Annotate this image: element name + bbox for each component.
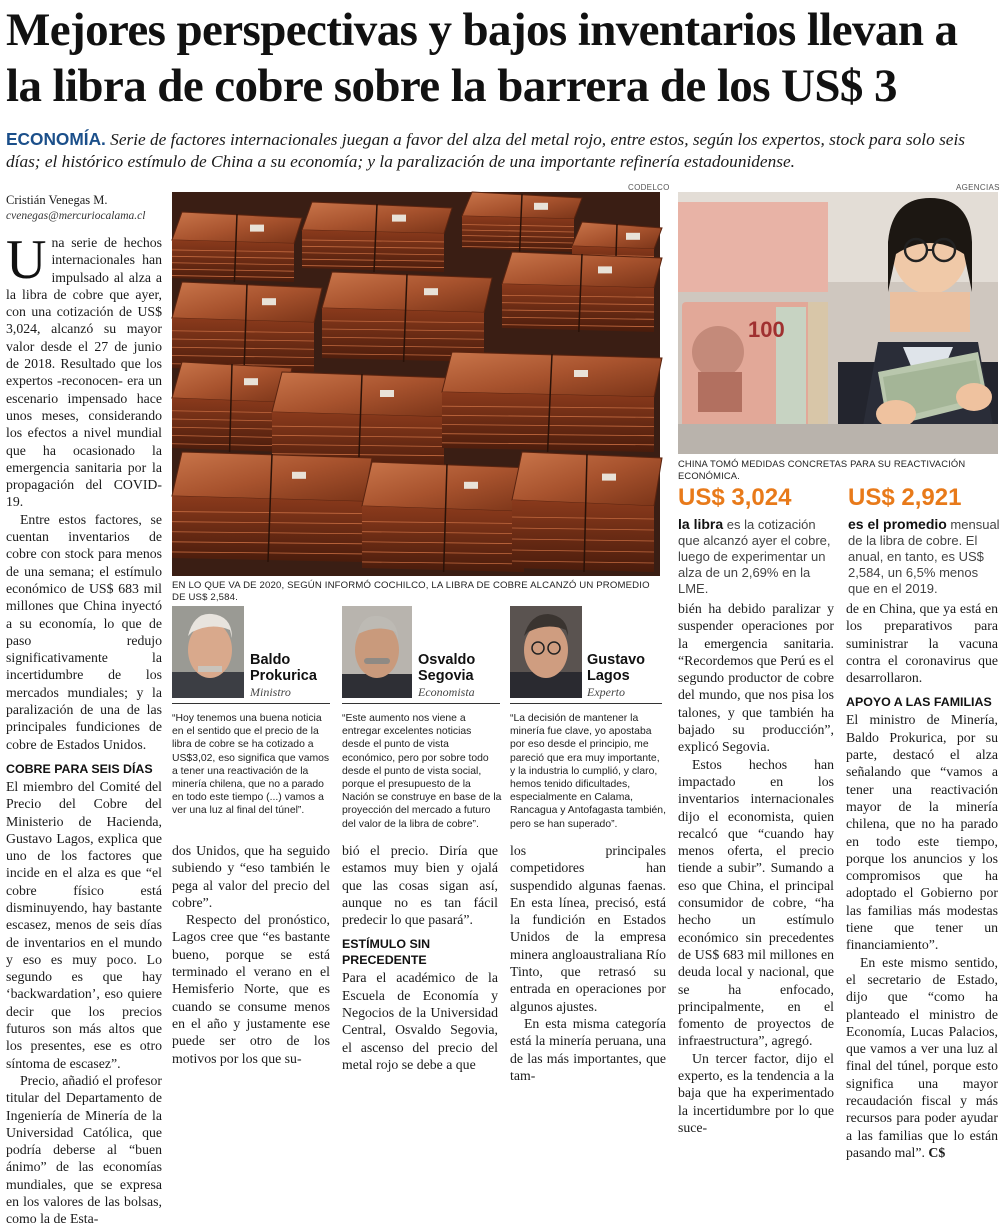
column-5 [678,600,834,1135]
article-paragraph: Una serie de hechos internacionales han impulsado al alza a la libra de cobre que ayer, con una cotización de US$ 3,024, alcanzó su mayor valor desde el 27 de junio de 2018. Resultado que los expertos -reconocen- era un escenario impensado hace unos meses, considerando los efectos a nivel mundial que ha ocasionado la emergencia sanitaria por la propagación del COVID-19. [6,229,162,510]
cathode-label-tag [626,233,640,240]
article-paragraph: Respecto del pronóstico, Lagos cree que “es bastante bueno, porque se está terminado el verano en el Hemisferio Norte, que es cuando se consume menos en el año y justamente ese puede ser otro de los motivos por los que su- [172,912,330,1066]
cathode-label-tag [424,288,438,295]
main-photo-caption: EN LO QUE VA DE 2020, SEGÚN INFORMÓ COCHILCO, LA LIBRA DE COBRE ALCANZÓ UN PROMEDIO DE US$ 2,584. [172,580,650,603]
byline-name: Cristián Venegas M. [6,193,108,207]
portrait-lagos [510,606,582,698]
article-paragraph: Precio, añadió el profesor titular del Departamento de Ingeniería de Minería de la Universidad Católica, que podría deberse al “buen ánimo” de las economías mundiales, que se expresa en los valores de las bolsas, como la de Esta- [6,1072,162,1227]
article-paragraph: En este mismo sentido, el secretario de Estado, dijo que “como ha planteado el ministro de Economía, Lucas Palacios, que vamos a ver una luz al final del túnel, porque esto significa una mayor recaudación fiscal y más recursos para poder ayudar a las familias que lo están pasando mal”. C$ [846,954,998,1160]
quote-rule [342,703,500,704]
person-role-segovia: Economista [418,685,475,699]
cathode-label-tag [464,482,478,489]
byline-email: cvenegas@mercuriocalama.cl [6,210,146,222]
article-paragraph: En esta misma categoría está la minería peruana, una de las más importantes, que tam- [510,1015,666,1083]
article-paragraph: Un tercer factor, dijo el experto, es la tendencia a la baja que ha experimentado la incertidumbre por lo que suce- [678,1050,834,1135]
side-photo-caption: CHINA TOMÓ MEDIDAS CONCRETAS PARA SU REACTIVACIÓN ECONÓMICA. [678,458,966,481]
column-2 [172,842,330,1066]
subhead-estimulo: ESTÍMULO SIN PRECEDENTE [342,937,431,968]
quote-segovia: “Este aumento nos viene a entregar excelentes noticias desde el punto de vista económico, pero por sobre todo desde el punto de vista social, porque el presupuesto de la Nación se construye en base de la proyección del mercado a futuro del valor de la libra de cobre”. [342,713,502,830]
stat-promedio-text: es el promedio mensual de la libra de cobre. El anual, en tanto, es US$ 2,584, un 6,5% menos que en el 2019. [848,516,1000,596]
cathode-label-tag [250,225,264,232]
article-paragraph: El miembro del Comité del Precio del Cobre del Ministerio de Hacienda, Gustavo Lagos, explica que uno de los factores que incide en el alza es que “el cobre físico está disminuyendo, hay bastante escasez, menos de seis días de inventarios en el mundo y eso es muy poco. Lo segundo es que hay ‘backwardation’, eso quiere decir que los precios futuros son más altos que los presentes, ese es otro síntoma de escasez”. [6,778,162,1071]
person-name-lagos: Gustavo Lagos [587,652,646,684]
article-paragraph: dos Unidos, que ha seguido subiendo y “eso también le pega al valor del precio del cobre”. [172,843,330,910]
copper-cathodes-photo [172,192,660,576]
column-4 [510,842,666,1083]
column-3 [342,842,498,1072]
person-name-segovia: Osvaldo Segovia [418,652,476,684]
lead-paragraph [6,128,996,173]
portrait-segovia-illustration [342,606,412,698]
article-paragraph: El ministro de Minería, Baldo Prokurica, por su parte, destacó el alza señalando que “vamos a tener una reactivación mayor de la minería chilena, que no ha parado en todo este tiempo, porque los anuncios y los compromisos que ha adoptado el Gobierno por las familias más modestas tiene que tener un financiamiento”. [846,712,998,953]
copper-cathodes-illustration [172,192,660,576]
subhead-apoyo: APOYO A LAS FAMILIAS [846,695,992,710]
quote-rule [172,703,330,704]
cathode-label-tag [392,215,406,222]
article-paragraph: bién ha debido paralizar y suspender operaciones por la emergencia sanitaria. “Recordemos que Perú es el segundo productor de cobre del mundo, que nos pisa los talones, y que también ha bajado su producción”, explicó Segovia. [678,601,834,755]
china-bank-teller-photo [678,192,998,454]
portrait-segovia [342,606,412,698]
lead-text: Serie de factores internacionales juegan a favor del alza del metal rojo, entre estos, según los expertos, stock para solo seis días; el histórico estímulo de China a su economía; y la paralización de una importante refinería estadounidense. [6,130,965,171]
side-photo-credit: AGENCIAS [956,183,1000,192]
stat-libra-value: US$ 3,024 [678,484,792,511]
section-kicker: ECONOMÍA. [6,129,106,149]
person-role-lagos: Experto [587,685,625,699]
svg-text:100: 100 [748,317,785,342]
quote-lagos: “La decisión de mantener la minería fue clave, yo apostaba por eso desde el principio, me pareció que era muy importante, y la industria lo cumplió, y claro, hemos tenido dificultades, especialmente en Calama, Rancagua y Antofagasta también, pero se han superado”. [510,713,666,830]
main-photo-credit: CODELCO [628,183,670,192]
cathode-label-tag [380,390,394,397]
cathode-label-tag [262,298,276,305]
stat-libra-text: la libra es la cotización que alcanzó ayer el cobre, luego de experimentar un alza de un 2,69% en la LME. [678,516,831,596]
drop-cap: U [6,229,47,291]
article-paragraph: Para el académico de la Escuela de Economía y Negocios de la Universidad Central, Osvaldo Segovia, el ascenso del precio del metal rojo se debe a que [342,970,498,1072]
article-paragraph: Estos hechos han impactado en los inventarios internacionales dijo el economista, quien recalcó que “cuando hay menos oferta, el precio tiende a subir”. Sumando a eso que China, el principal consumidor de cobre, “ha hecho un estímulo económico sin precedentes de US$ 683 mil millones en deuda local y nacional, que se ha enfocado, principalmente, en el fomento de proyectos de infraestructura”, agregó. [678,756,834,1049]
article-paragraph: los principales competidores han suspendido algunas faenas. En esta línea, precisó, está la fundición en Estados Unidos de la empresa minera angloaustraliana Río Tinto, que retrasó su entrada en operaciones por algunos ajustes. [510,843,666,1014]
article-paragraph: de en China, que ya está en los preparativos para suministrar la vacuna contra el coronavirus que desarrollaron. [846,601,998,686]
cathode-label-tag [574,370,588,377]
portrait-lagos-illustration [510,606,582,698]
column-6 [846,600,998,1160]
portrait-prokurica [172,606,244,698]
quote-prokurica: “Hoy tenemos una buena noticia en el sentido que el precio de la libra de cobre se ha cotizado a US$3,02, eso significa que vamos a tener una reactivación de la minería chilena, que no a parado en todo este tiempo (...) vamos a ver una luz al final del túnel”. [172,713,330,817]
end-mark: C$ [928,1144,946,1160]
cathode-label-tag [534,203,548,210]
person-role-prokurica: Ministro [250,685,291,699]
bank-teller-illustration [678,192,998,454]
cathode-label-tag [598,266,612,273]
quote-rule [510,703,662,704]
article-paragraph: bió el precio. Diría que estamos muy bien y ojalá que las cosas sigan así, aunque no es tan fácil predecir lo que pasará”. [342,843,498,928]
cathode-label-tag [244,378,258,385]
cathode-label-tag [292,472,306,479]
article-paragraph: Entre estos factores, se cuentan inventarios de cobre con stock para menos de una semana; el estímulo económico de US$ 683 mil millones que China inyectó a su economía, lo que de paso redujo significativamente la incertidumbre de los mercados mundiales; y la paralización de una de las principales fundiciones de cobre de Estados Unidos. [6,511,162,752]
portrait-prokurica-illustration [172,606,244,698]
cathode-label-tag [602,474,616,481]
stat-promedio-value: US$ 2,921 [848,484,962,511]
column-1 [6,192,162,1227]
subhead-cobre: COBRE PARA SEIS DÍAS [6,761,153,776]
headline: Mejores perspectivas y bajos inventarios llevan a la libra de cobre sobre la barrera de los US$ 3 [6,4,958,112]
person-name-prokurica: Baldo Prokurica [250,652,317,684]
